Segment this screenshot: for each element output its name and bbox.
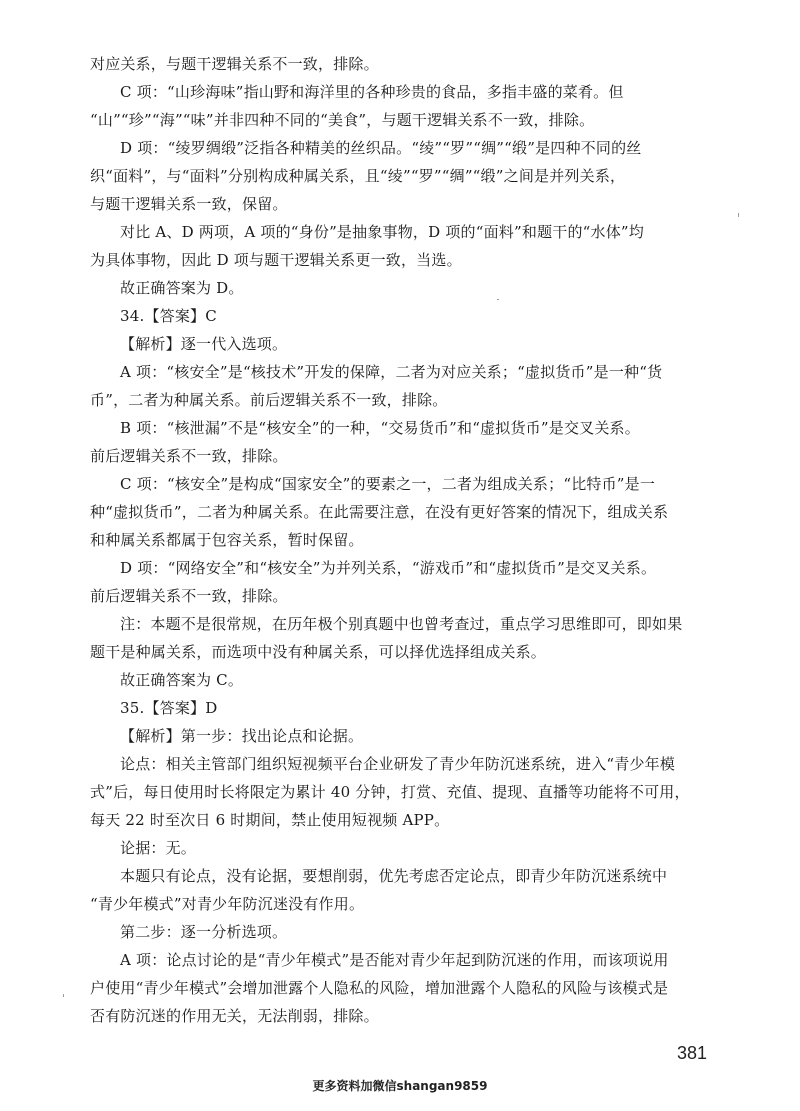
- text-line: B 项：“核泄漏”不是“核安全”的一种，“交易货币”和“虚拟货币”是交叉关系。: [120, 419, 640, 437]
- text-line: 第二步：逐一分析选项。: [120, 923, 288, 941]
- footer-note: 更多资料加微信shangan9859: [312, 1079, 488, 1093]
- note-line: 注：本题不是很常规，在历年极个别真题中也曾考查过，重点学习思维即可，即如果: [120, 615, 683, 633]
- text-line: 论据：无。: [120, 839, 197, 857]
- text-line: 与题干逻辑关系一致，保留。: [90, 195, 288, 213]
- text-line: 币”，二者为种属关系。前后逻辑关系不一致，排除。: [90, 391, 448, 409]
- document-body: [90, 50, 710, 1030]
- text-line: 织“面料”，与“面料”分别构成种属关系，且“绫”“罗”“绸”“缎”之间是并列关系，: [90, 167, 626, 185]
- page-number: 381: [677, 1043, 708, 1063]
- answer-heading: 35.【答案】D: [120, 699, 218, 717]
- text-line: C 项：“山珍海味”指山野和海洋里的各种珍贵的食品，多指丰盛的菜肴。但: [120, 83, 624, 101]
- text-line: 和种属关系都属于包容关系，暂时保留。: [90, 531, 364, 549]
- analysis-heading: 【解析】逐一代入选项。: [120, 335, 288, 353]
- note-line: 题干是种属关系，而选项中没有种属关系，可以择优选择组成关系。: [90, 643, 547, 661]
- text-line: 为具体事物，因此 D 项与题干逻辑关系更一致，当选。: [90, 251, 462, 269]
- text-line: 对比 A、D 两项，A 项的“身份”是抽象事物，D 项的“面料”和题干的“水体”均: [120, 223, 645, 241]
- text-line: 本题只有论点，没有论据，要想削弱，优先考虑否定论点，即青少年防沉迷系统中: [120, 867, 668, 885]
- answer-heading: 34.【答案】C: [120, 307, 217, 325]
- analysis-heading: 【解析】第一步：找出论点和论据。: [120, 727, 364, 745]
- text-line: 种“虚拟货币”，二者为种属关系。在此需要注意，在没有更好答案的情况下，组成关系: [90, 503, 669, 521]
- text-line: 对应关系，与题干逻辑关系不一致，排除。: [90, 55, 379, 73]
- text-line: 故正确答案为 D。: [120, 279, 244, 297]
- text-line: 式”后，每日使用时长将限定为累计 40 分钟，打赏、充值、提现、直播等功能将不可用，: [90, 783, 690, 801]
- text-line: D 项：“绫罗绸缎”泛指各种精美的丝织品。“绫”“罗”“绸”“缎”是四种不同的丝: [120, 139, 642, 157]
- text-line: A 项：论点讨论的是“青少年模式”是否能对青少年起到防沉迷的作用，而该项说用: [120, 951, 669, 969]
- text-line: “青少年模式”对青少年防沉迷没有作用。: [90, 895, 365, 913]
- scan-speck: [63, 994, 64, 997]
- text-line: 论点：相关主管部门组织短视频平台企业研发了青少年防沉迷系统，进入“青少年模: [120, 755, 676, 773]
- text-line: 故正确答案为 C。: [120, 671, 244, 689]
- text-line: 否有防沉迷的作用无关，无法削弱，排除。: [90, 1007, 379, 1025]
- scan-speck: [738, 213, 739, 217]
- text-line: 每天 22 时至次日 6 时期间，禁止使用短视频 APP。: [90, 811, 450, 829]
- scan-speck: [497, 299, 499, 300]
- text-line: 前后逻辑关系不一致，排除。: [90, 447, 288, 465]
- text-line: “山”“珍”“海”“味”并非四种不同的“美食”，与题干逻辑关系不一致，排除。: [90, 111, 595, 129]
- text-line: D 项：“网络安全”和“核安全”为并列关系，“游戏币”和“虚拟货币”是交叉关系。: [120, 559, 657, 577]
- text-line: 前后逻辑关系不一致，排除。: [90, 587, 288, 605]
- text-line: 户使用“青少年模式”会增加泄露个人隐私的风险，增加泄露个人隐私的风险与该模式是: [90, 979, 669, 997]
- text-line: C 项：“核安全”是构成“国家安全”的要素之一，二者为组成关系；“比特币”是一: [120, 475, 656, 493]
- text-line: A 项：“核安全”是“核技术”开发的保障，二者为对应关系；“虚拟货币”是一种“货: [120, 363, 663, 381]
